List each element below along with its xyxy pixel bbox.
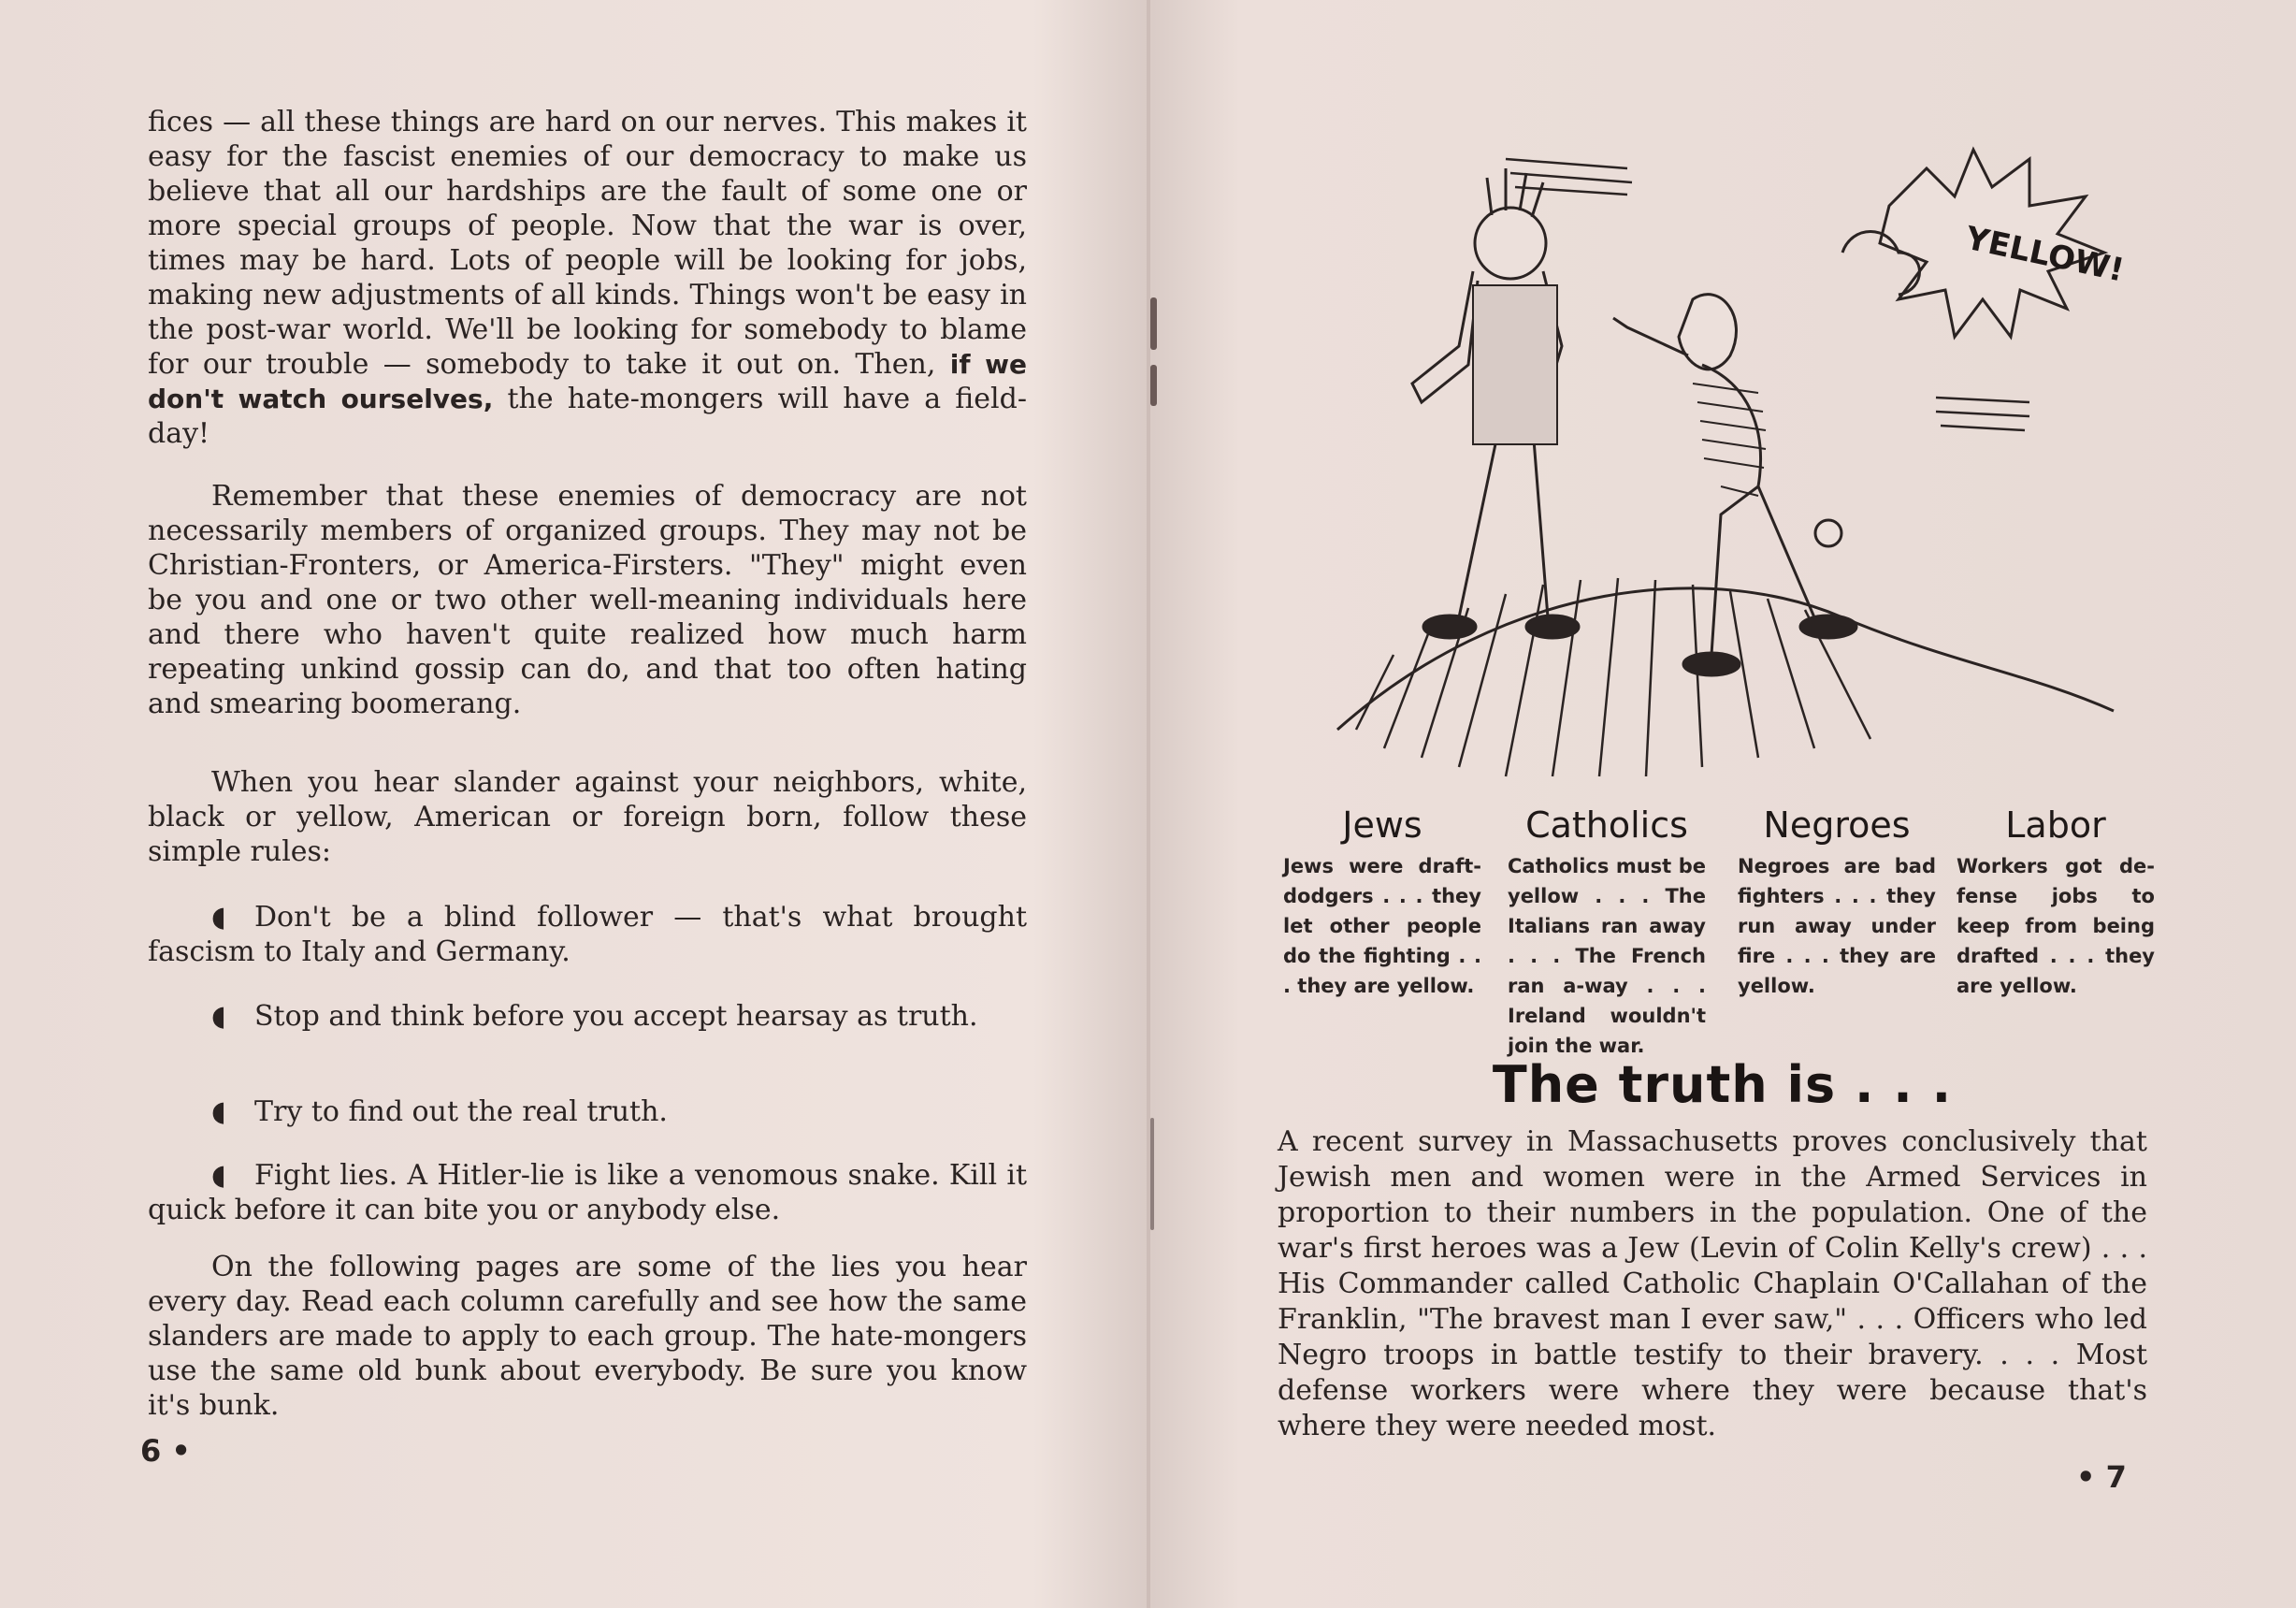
rule-item [148, 900, 1027, 969]
column-heading: Negroes [1763, 804, 1911, 846]
paragraph-remember: Remember that these enemies of democracy are not necessarily members of organized groups. They may not be Christian-Fronters, or America-Firsters. "They" might even be you and one or two other well-meaning individuals here and there who haven't quite realized how much harm repeating unkind gossip can do, and that too often hating and smearing boomerang. [148, 480, 1027, 720]
paragraph-following-pages: On the following pages are some of the lies you hear every day. Read each column carefully and see how the same slanders are made to apply to each group. The hate-mongers use the same old bunk about everybody. Be sure you know it's bunk. [148, 1251, 1027, 1422]
rule-item [148, 1094, 1027, 1129]
rule-item [148, 999, 1027, 1034]
page-number-right: • 7 [2076, 1459, 2127, 1495]
rule-bullet-icon: ◖ [211, 901, 226, 934]
truth-paragraph: A recent survey in Massachusetts proves conclusively that Jewish men and women were in the Armed Services in proportion to their numbers in the population. One of the war's first heroes was a Jew (Levin of Colin Kelly's crew) . . . His Commander called Catholic Chaplain O'Callahan of the Franklin, "The bravest man I ever saw," . . . Officers who led Negro troops in battle testify to their bravery. . . . Most defense workers were where they were because that's where they were needed most. [1278, 1125, 2147, 1442]
column-negroes [1738, 804, 1936, 1001]
paragraph-intro [148, 105, 1027, 451]
page-number-left: 6 • [140, 1433, 191, 1469]
para1-text: fices — all these things are hard on our nerves. This makes it easy for the fascist enemies of our democracy to make us believe that all our hardships are the fault of some one or more special groups of people. Now that the war is over, times may be hard. Lots of people will be looking for jobs, making new adjustments of all kinds. Things won't be easy in the post-war world. We'll be looking for somebody to blame for our trouble — somebody to take it out on. Then, [148, 106, 1027, 381]
cartoon-illustration [1319, 131, 2132, 786]
rule-text: Try to find out the real truth. [254, 1095, 668, 1128]
rule-bullet-icon: ◖ [211, 1095, 226, 1128]
truth-heading: The truth is . . . [1492, 1055, 1953, 1114]
yellow-exclaim-text: YELLOW! [1962, 219, 2128, 290]
rule-text: Don't be a blind follower — that's what brought fascism to Italy and Germany. [148, 901, 1027, 968]
paragraph-rules-intro: When you hear slander against your neighbors, white, black or yellow, American or foreign born, follow these simple rules: [148, 766, 1027, 868]
column-jews [1283, 804, 1481, 1001]
column-text: Jews were draft-dodgers . . . they let other people do the fighting . . . they are yellow. [1283, 855, 1481, 997]
column-heading: Labor [2005, 804, 2106, 846]
column-text: Negroes are bad fighters . . . they run away under fire . . . they are yellow. [1738, 855, 1936, 997]
column-heading: Catholics [1525, 804, 1688, 846]
column-text: Workers got de-fense jobs to keep from being drafted . . . they are yellow. [1957, 855, 2155, 997]
rule-item [148, 1158, 1027, 1227]
rule-text: Stop and think before you accept hearsay as truth. [254, 1000, 978, 1033]
column-labor [1957, 804, 2155, 1001]
rule-bullet-icon: ◖ [211, 1000, 226, 1033]
scared-figure-icon [1412, 168, 1579, 638]
column-catholics [1508, 804, 1706, 1061]
rule-bullet-icon: ◖ [211, 1159, 226, 1192]
hill-hatching-icon [1356, 578, 1870, 776]
column-heading: Jews [1342, 804, 1422, 846]
para1-end: the hate-mongers will have a field-day! [148, 383, 1027, 450]
para1-bold: if we don't watch ourselves, [148, 349, 1027, 414]
column-text: Catholics must be yellow . . . The Italians ran away . . . The French ran a-way . . . Ireland wouldn't join the war. [1508, 855, 1706, 1057]
rule-text: Fight lies. A Hitler-lie is like a venomous snake. Kill it quick before it can bite you or anybody else. [148, 1159, 1027, 1226]
